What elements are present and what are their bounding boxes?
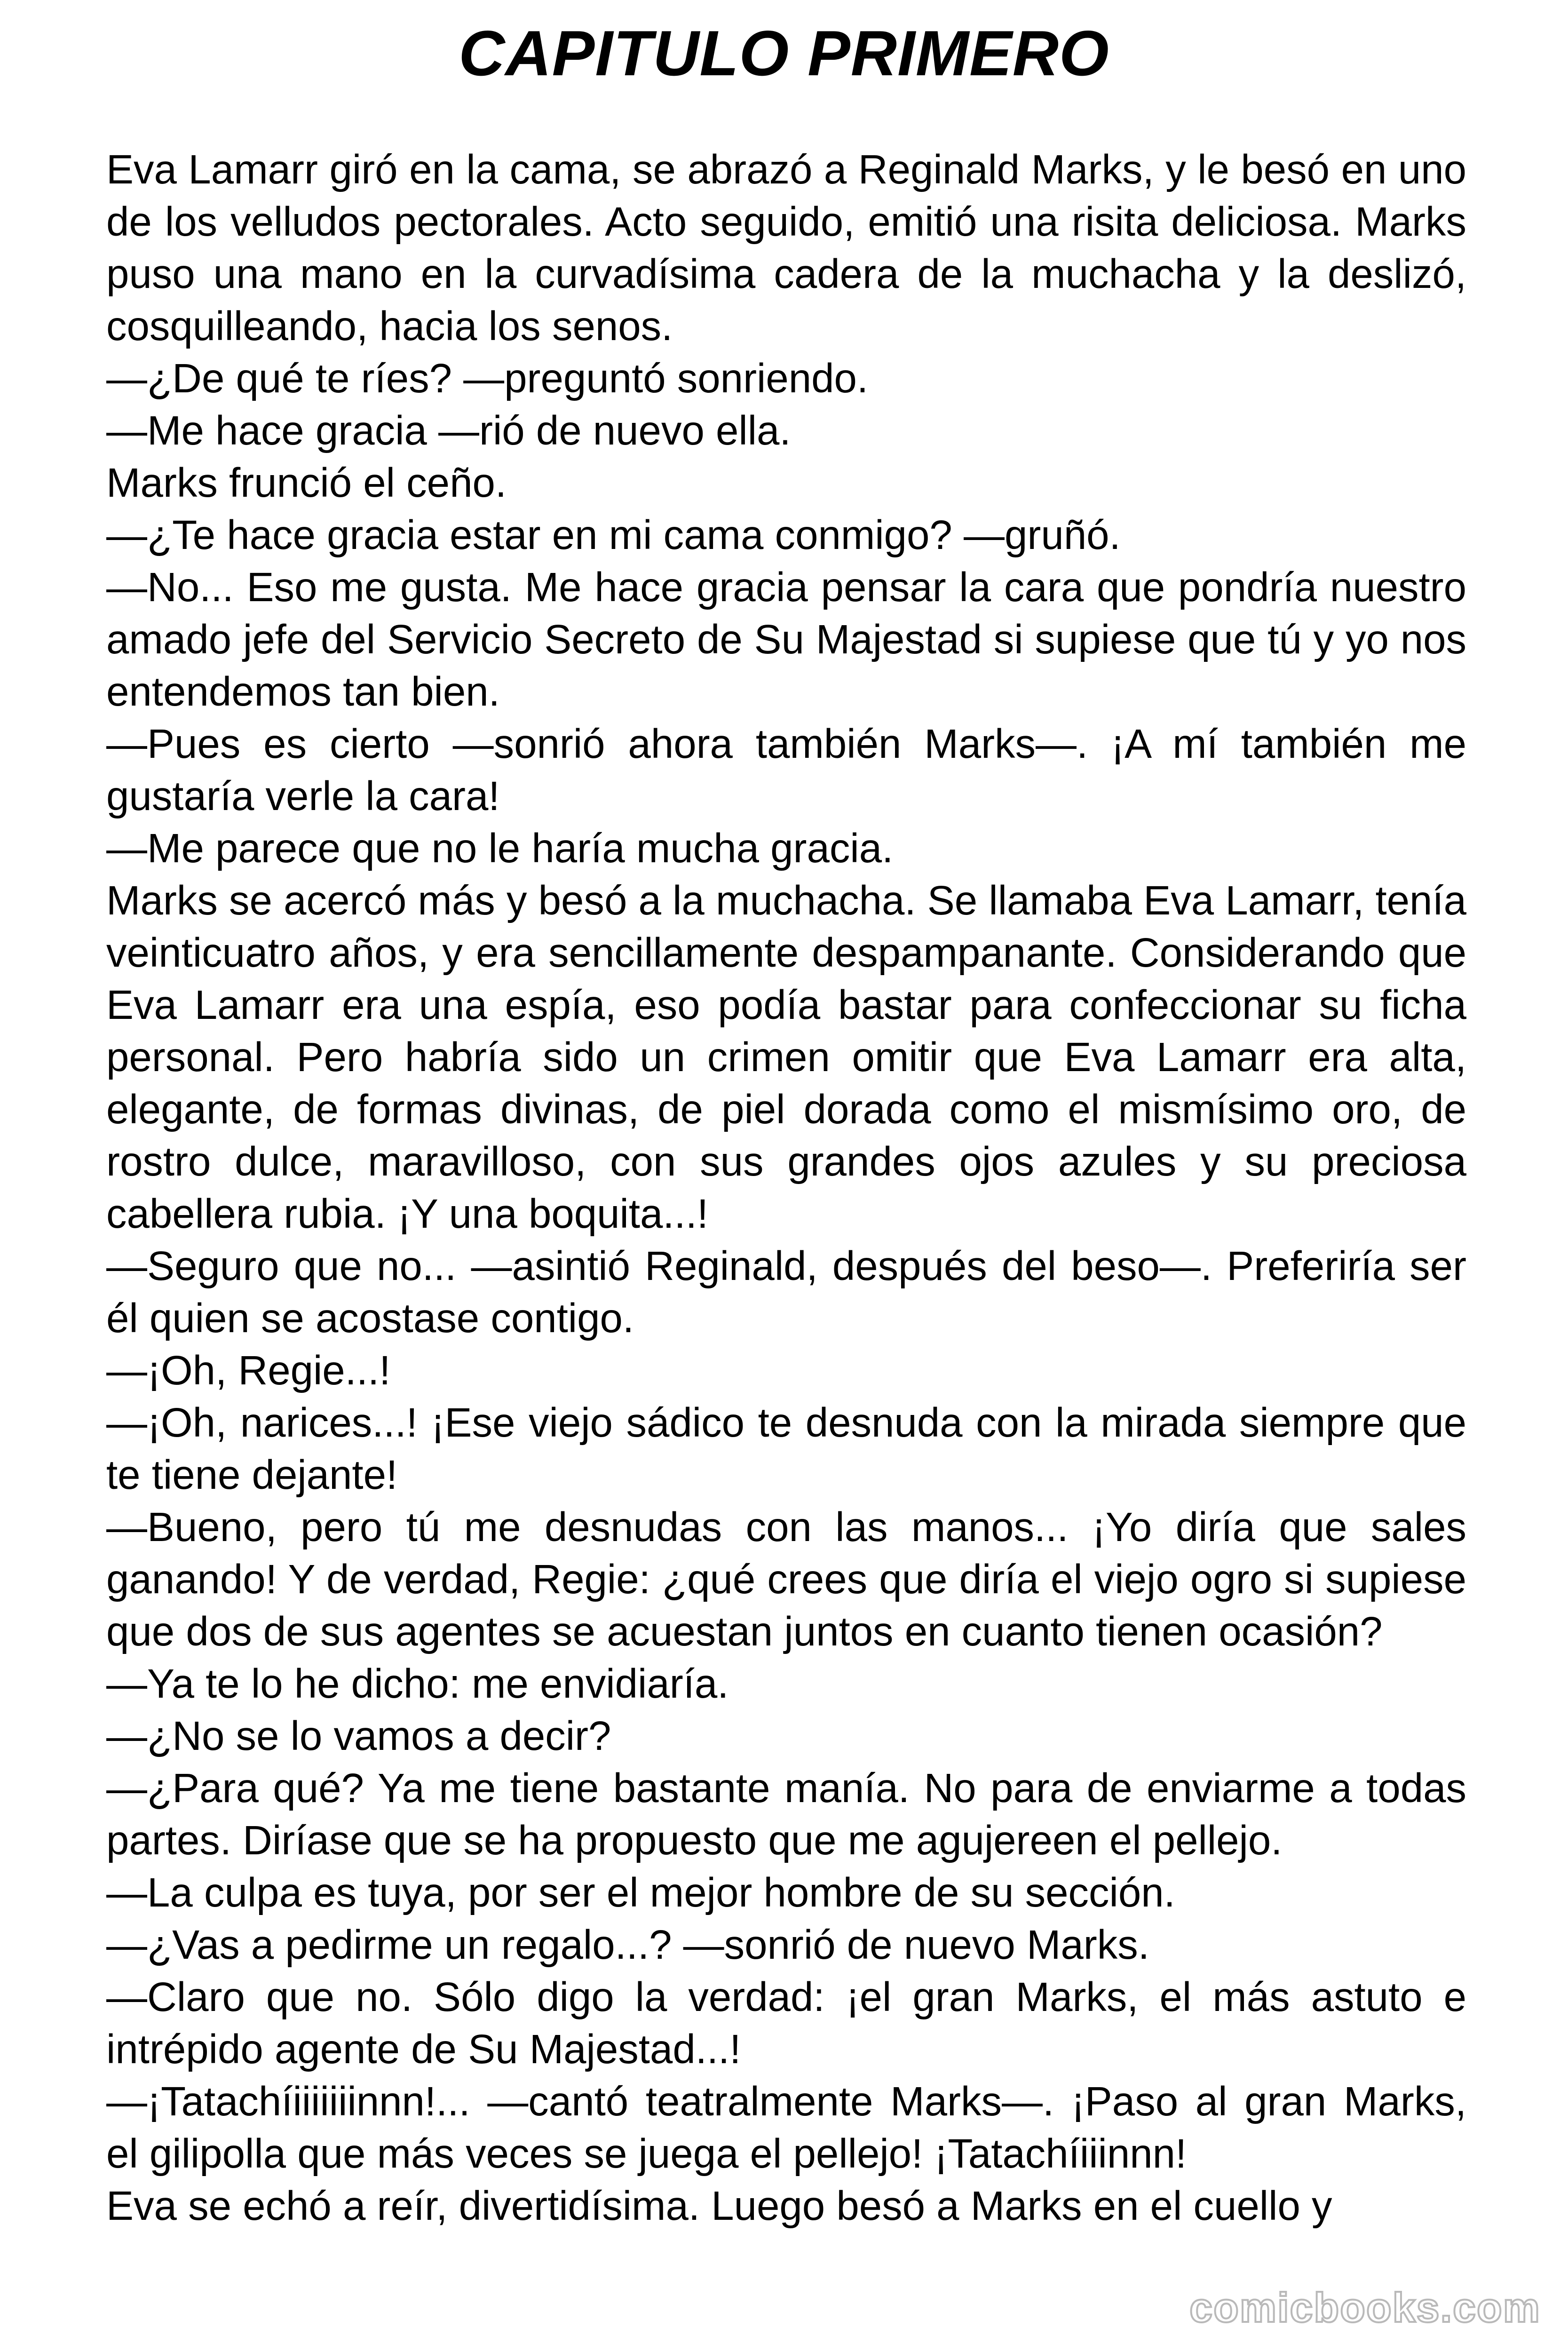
paragraph: —Seguro que no... —asintió Reginald, después del beso—. Preferiría ser él quien se acostase contigo. bbox=[106, 1243, 1466, 1341]
paragraph: —¿Vas a pedirme un regalo...? —sonrió de nuevo Marks. bbox=[106, 1922, 1149, 1968]
paragraph: Eva se echó a reír, divertidísima. Luego besó a Marks en el cuello y bbox=[106, 2183, 1332, 2229]
paragraph: —¿No se lo vamos a decir? bbox=[106, 1713, 611, 1759]
paragraph: —¡Oh, Regie...! bbox=[106, 1348, 391, 1393]
paragraph: —La culpa es tuya, por ser el mejor hombre de su sección. bbox=[106, 1870, 1175, 1915]
paragraph: —¡Tatachíiiiiiiinnn!... —cantó teatralmente Marks—. ¡Paso al gran Marks, el gilipolla que más veces se juega el pellejo! ¡Tatachíiiinnn! bbox=[106, 2079, 1466, 2177]
paragraph: —Pues es cierto —sonrió ahora también Marks—. ¡A mí también me gustaría verle la cara! bbox=[106, 721, 1466, 819]
paragraph: Marks se acercó más y besó a la muchacha. Se llamaba Eva Lamarr, tenía veinticuatro años, y era sencillamente despampanante. Considerando que Eva Lamarr era una espía, eso podía bastar para confeccionar su ficha personal. Pero habría sido un crimen omitir que Eva Lamarr era alta, elegante, de formas divinas, de piel dorada como el mismísimo oro, de rostro dulce, maravilloso, con sus grandes ojos azules y su preciosa cabellera rubia. ¡Y una boquita...! bbox=[106, 878, 1466, 1237]
paragraph: —¡Oh, narices...! ¡Ese viejo sádico te desnuda con la mirada siempre que te tiene dejante! bbox=[106, 1400, 1466, 1498]
paragraph: —Bueno, pero tú me desnudas con las manos... ¡Yo diría que sales ganando! Y de verdad, Regie: ¿qué crees que diría el viejo ogro si supiese que dos de sus agentes se acuestan juntos en cuanto tienen ocasión? bbox=[106, 1504, 1466, 1654]
paragraph: —Claro que no. Sólo digo la verdad: ¡el gran Marks, el más astuto e intrépido agente de Su Majestad...! bbox=[106, 1974, 1466, 2072]
paragraph: —¿Te hace gracia estar en mi cama conmigo? —gruñó. bbox=[106, 512, 1121, 558]
paragraph: —¿Para qué? Ya me tiene bastante manía. No para de enviarme a todas partes. Diríase que se ha propuesto que me agujereen el pellejo. bbox=[106, 1765, 1466, 1863]
watermark: comicbooks.com bbox=[1189, 2284, 1541, 2331]
chapter-title: CAPITULO PRIMERO bbox=[459, 17, 1109, 89]
chapter-body bbox=[106, 143, 1466, 2232]
paragraph: —No... Eso me gusta. Me hace gracia pensar la cara que pondría nuestro amado jefe del Servicio Secreto de Su Majestad si supiese que tú y yo nos entendemos tan bien. bbox=[106, 564, 1466, 715]
paragraph: —¿De qué te ríes? —preguntó sonriendo. bbox=[106, 356, 869, 401]
paragraph: —Me hace gracia —rió de nuevo ella. bbox=[106, 408, 791, 453]
paragraph: Marks frunció el ceño. bbox=[106, 460, 507, 506]
paragraph: Eva Lamarr giró en la cama, se abrazó a Reginald Marks, y le besó en uno de los velludos pectorales. Acto seguido, emitió una risita deliciosa. Marks puso una mano en la curvadísima cadera de la muchacha y la deslizó, cosquilleando, hacia los senos. bbox=[106, 147, 1466, 349]
paragraph: —Ya te lo he dicho: me envidiaría. bbox=[106, 1661, 729, 1707]
paragraph: —Me parece que no le haría mucha gracia. bbox=[106, 826, 894, 871]
